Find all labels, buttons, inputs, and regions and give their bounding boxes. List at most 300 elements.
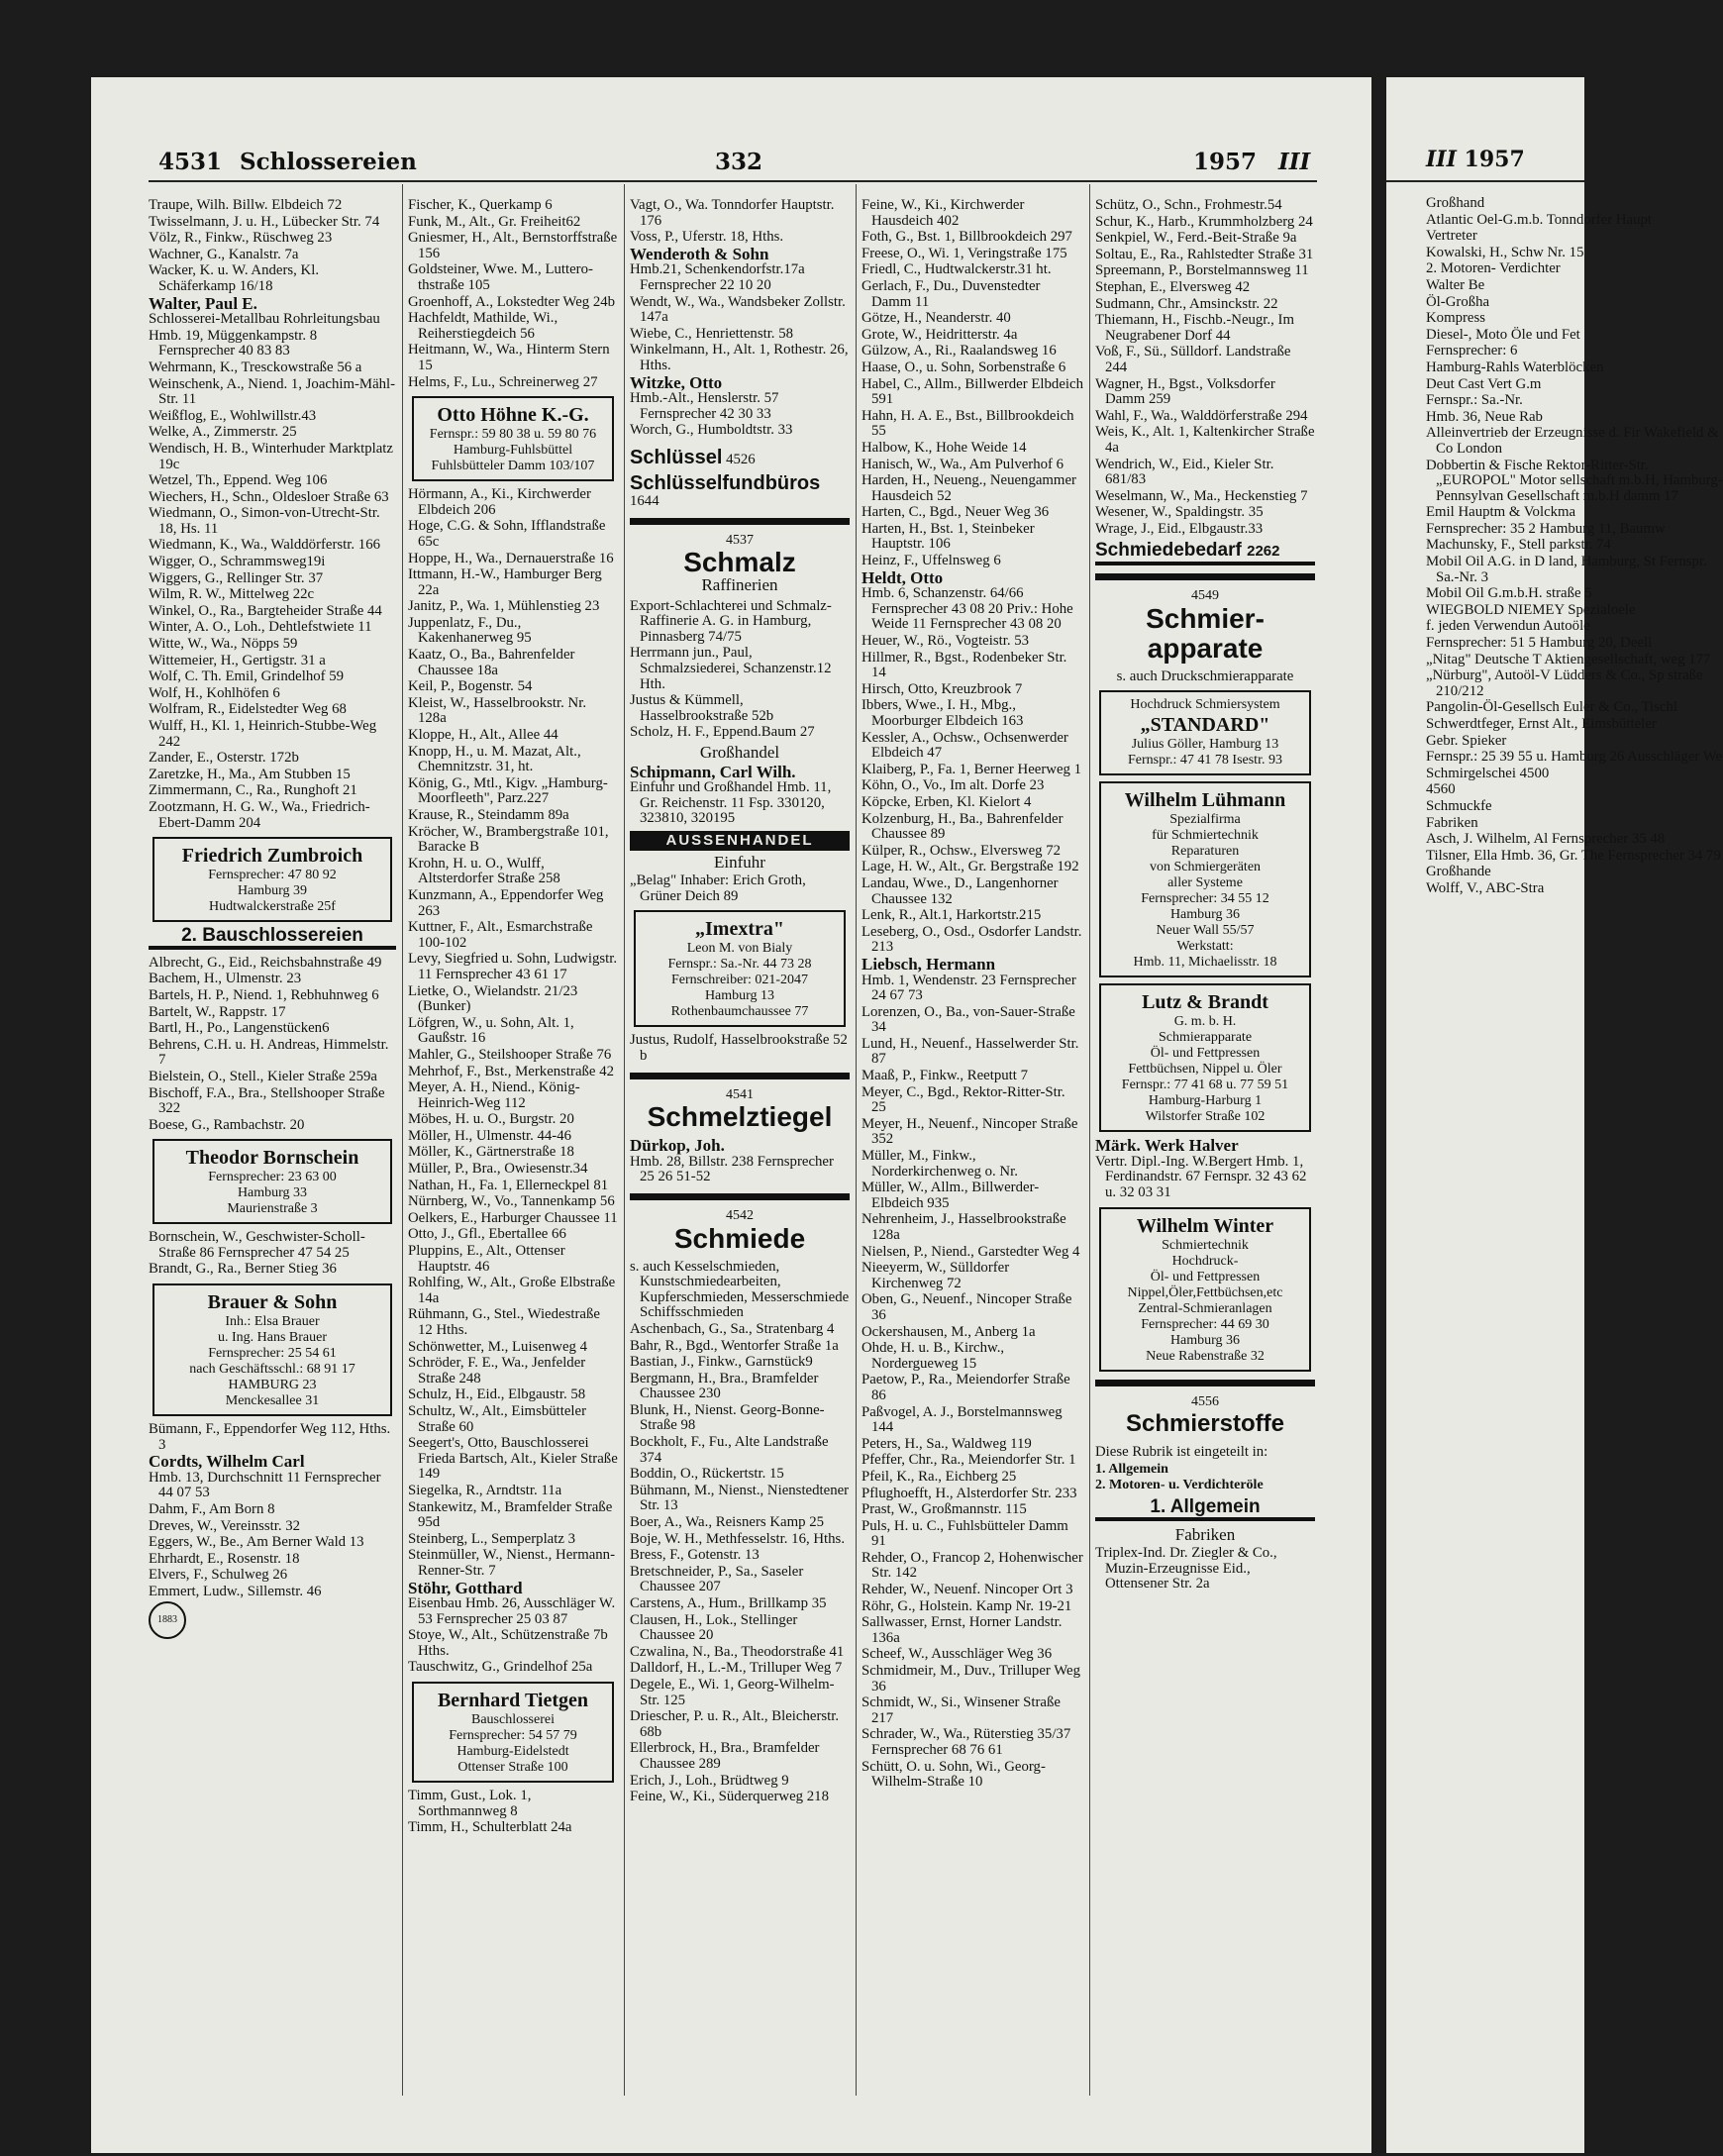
category-number: 4541 <box>726 1086 754 1102</box>
listing-entry: Sudmann, Chr., Amsinckstr. 22 <box>1095 295 1278 312</box>
listing-entry: Paetow, P., Ra., Meiendorfer Straße 86 <box>862 1372 1070 1403</box>
listing-entry: Großhande <box>1426 864 1491 880</box>
listing-entry: Bornschein, W., Geschwister-Scholl-Straße 86 Fernsprecher 47 54 25 <box>149 1229 365 1261</box>
heading-bar <box>630 518 850 525</box>
listing-entry: Witte, W., Wa., Nöpps 59 <box>149 636 298 653</box>
listing-entry: Märk. Werk Halver <box>1095 1136 1239 1156</box>
listing-entry: 2. Motoren- Verdichter <box>1426 260 1561 277</box>
advert-line: Fernsprecher: 25 54 61 <box>208 1346 337 1362</box>
header-rule <box>149 180 1317 182</box>
category-title: Schmiede <box>673 1222 806 1254</box>
advert-box <box>634 910 846 1027</box>
advert-line: Hudtwalckerstraße 25f <box>209 899 336 915</box>
listing-entry: Hmb. 19, Müggenkampstr. 8 Fernsprecher 40 83 83 <box>149 327 318 359</box>
listing-entry: Liebsch, Hermann <box>862 954 996 974</box>
listing-entry: Schultz, W., Alt., Eimsbütteler Straße 60 <box>408 1402 587 1435</box>
listing-entry: Pfeffer, Chr., Ra., Meiendorfer Str. 1 <box>862 1452 1076 1469</box>
listing-entry: Wendt, W., Wa., Wandsbeker Zollstr. 147a <box>630 293 846 326</box>
listing-entry: Emil Hauptm & Volckma <box>1426 504 1576 521</box>
listing-entry: Blunk, H., Nienst. Georg-Bonne-Straße 98 <box>630 1401 825 1434</box>
listing-entry: Krause, R., Steindamm 89a <box>408 807 569 823</box>
listing-entry: Tilsner, Ella Hmb. 36, Gr. The Fernsprecher 34 79 <box>1426 847 1721 864</box>
listing-entry: Schwerdtfeger, Ernst Alt., Eimsbütteler <box>1426 716 1657 732</box>
listing-entry: Mahler, G., Steilshooper Straße 76 <box>408 1046 612 1063</box>
listing-entry: Lenk, R., Alt.1, Harkortstr.215 <box>862 907 1042 924</box>
listing-entry: Justus, Rudolf, Hasselbrookstraße 52 b <box>630 1032 848 1064</box>
advert-line: Hamburg 39 <box>237 883 308 899</box>
listing-entry: Fernspr.: Sa.-Nr. <box>1426 392 1523 409</box>
listing-entry: Schönwetter, M., Luisenweg 4 <box>408 1338 588 1355</box>
advert-name: Theodor Bornschein <box>185 1147 359 1170</box>
listing-entry: Janitz, P., Wa. 1, Mühlenstieg 23 <box>408 598 600 615</box>
listing-entry: Nathan, H., Fa. 1, Ellerneckpel 81 <box>408 1177 609 1193</box>
rubric-item: 1. Allgemein <box>1095 1461 1168 1477</box>
listing-entry: Meyer, C., Bgd., Rektor-Ritter-Str. 25 <box>862 1083 1065 1116</box>
listing-entry: Wiedmann, K., Wa., Walddörferstr. 166 <box>149 537 380 554</box>
listing-entry: Hmb. 36, Neue Rab <box>1426 408 1543 425</box>
listing-entry: Vagt, O., Wa. Tonndorfer Hauptstr. 176 <box>630 197 835 229</box>
listing-entry: Bergmann, H., Bra., Bramfelder Chaussee 230 <box>630 1370 819 1402</box>
listing-entry: Bischoff, F.A., Bra., Stellshooper Straße 322 <box>149 1084 385 1117</box>
listing-entry: Aschenbach, G., Sa., Stratenbarg 4 <box>630 1320 835 1337</box>
advert-box <box>1099 983 1311 1132</box>
listing-entry: Nehrenheim, J., Hasselbrookstraße 128a <box>862 1211 1066 1243</box>
listing-entry: Oelkers, E., Harburger Chaussee 11 <box>408 1209 618 1226</box>
advert-line: Hamburg 13 <box>704 988 775 1004</box>
listing-entry: Halbow, K., Hohe Weide 14 <box>862 439 1027 456</box>
listing-entry: Schrader, W., Wa., Rüterstieg 35/37 Fernsprecher 68 76 61 <box>862 1726 1071 1758</box>
listing-entry: Weis, K., Alt. 1, Kaltenkircher Straße 4a <box>1095 424 1315 456</box>
listing-entry: Zaretzke, H., Ma., Am Stubben 15 <box>149 766 351 782</box>
category-title: Schmiedebedarf <box>1095 540 1242 562</box>
listing-entry: Erich, J., Loh., Brüdtweg 9 <box>630 1772 789 1789</box>
listing-entry: Degele, E., Wi. 1, Georg-Wilhelm-Str. 125 <box>630 1676 835 1708</box>
advert-line: Fernspr.: Sa.-Nr. 44 73 28 <box>667 957 812 973</box>
advert-line: Menckesallee 31 <box>225 1393 320 1409</box>
year: 1957 <box>1193 149 1258 175</box>
advert-line: Fernsprecher: 44 69 30 <box>1141 1316 1269 1332</box>
listing-entry: Ehrhardt, E., Rosenstr. 18 <box>149 1550 300 1567</box>
advert-line: von Schmiergeräten <box>1149 860 1262 875</box>
listing-entry: Hmb.21, Schenkendorfstr.17a Fernsprecher 22 10 20 <box>630 261 805 293</box>
category-number: 1644 <box>630 492 659 509</box>
listing-entry: Wetzel, Th., Eppend. Weg 106 <box>149 472 328 489</box>
advert-line: Hamburg 36 <box>1169 907 1241 923</box>
right-year: 1957 <box>1464 147 1525 172</box>
advert-box <box>412 396 614 481</box>
listing-entry: Scheef, W., Ausschläger Weg 36 <box>862 1646 1053 1663</box>
listing-entry: Götze, H., Neanderstr. 40 <box>862 310 1011 327</box>
category-number: 4542 <box>726 1207 754 1223</box>
advert-line: Hochdruck Schmiersystem <box>1130 697 1280 713</box>
listing-entry: Winkel, O., Ra., Bargteheider Straße 44 <box>149 602 382 619</box>
advert-name: Bernhard Tietgen <box>437 1690 589 1712</box>
listing-entry: König, G., Mtl., Kigv. „Hamburg-Moorfleeth", Parz.227 <box>408 774 608 807</box>
listing-entry: Wrage, J., Eid., Elbgaustr.33 <box>1095 520 1264 537</box>
listing-entry: Stöhr, Gotthard <box>408 1578 523 1597</box>
advert-line: Fernspr.: 77 41 68 u. 77 59 51 <box>1121 1078 1289 1093</box>
listing-entry: Külper, R., Ochsw., Elversweg 72 <box>862 842 1062 859</box>
listing-entry: Lorenzen, O., Ba., von-Sauer-Straße 34 <box>862 1003 1075 1036</box>
listing-entry: Möller, K., Gärtnerstraße 18 <box>408 1144 574 1161</box>
listing-entry: Müller, M., Finkw., Norderkirchenweg o. Nr. <box>862 1148 1018 1180</box>
listing-entry: Driescher, P. u. R., Alt., Bleicherstr. 68b <box>630 1708 840 1740</box>
listing-entry: Hmb. 28, Billstr. 238 Fernsprecher 25 26 51-52 <box>630 1153 834 1185</box>
listing-entry: Bartl, H., Po., Langenstücken6 <box>149 1020 330 1037</box>
advert-line: nach Geschäftsschl.: 68 91 17 <box>189 1362 355 1378</box>
listing-entry: Otto, J., Gfl., Ebertallee 66 <box>408 1226 566 1243</box>
listing-entry: Hmb. 1, Wendenstr. 23 Fernsprecher 24 67 73 <box>862 972 1076 1004</box>
category-title: Schmierstoffe <box>1125 1410 1285 1438</box>
listing-entry: Schulz, H., Eid., Elbgaustr. 58 <box>408 1386 586 1403</box>
listing-entry: Alleinvertrieb der Erzeugnisse d. Fir Wakefield & Co London <box>1426 425 1719 457</box>
listing-entry: Wolf, H., Kohlhöfen 6 <box>149 684 280 701</box>
listing-entry: Ittmann, H.-W., Hamburger Berg 22a <box>408 566 602 598</box>
listing-entry: Hörmann, A., Ki., Kirchwerder Elbdeich 206 <box>408 486 591 518</box>
advert-line: Inh.: Elsa Brauer <box>225 1314 320 1330</box>
advert-name: Wilhelm Winter <box>1136 1214 1274 1237</box>
listing-entry: Wolfram, R., Eidelstedter Weg 68 <box>149 701 347 718</box>
listing-entry: Walter Be <box>1426 276 1485 293</box>
advert-box <box>1099 1207 1311 1372</box>
page-number: 332 <box>715 149 763 175</box>
listing-entry: Möbes, H. u. O., Burgstr. 20 <box>408 1111 574 1128</box>
heading-bar <box>630 1193 850 1200</box>
listing-entry: Eggers, W., Be., Am Berner Wald 13 <box>149 1534 364 1551</box>
listing-entry: Grote, W., Heidritterstr. 4a <box>862 326 1018 343</box>
advert-name: Otto Höhne K.-G. <box>437 404 589 427</box>
listing-entry: Boese, G., Rambachstr. 20 <box>149 1116 305 1133</box>
advert-line: Schmierapparate <box>1158 1030 1253 1046</box>
category-heading <box>1095 1394 1315 1440</box>
listing-entry: Export-Schlachterei und Schmalz-Raffinerie A. G. in Hamburg, Pinnasberg 74/75 <box>630 597 832 645</box>
listing-entry: Gebr. Spieker <box>1426 732 1507 749</box>
listing-entry: Heinz, F., Uffelnsweg 6 <box>862 553 1001 569</box>
listing-entry: Ohde, H. u. B., Kirchw., Nordergueweg 15 <box>862 1340 1005 1372</box>
listing-entry: Soltau, E., Ra., Rahlstedter Straße 31 <box>1095 246 1314 262</box>
listing-entry: Hmb.-Alt., Henslerstr. 57 Fernsprecher 42 30 33 <box>630 390 779 422</box>
listing-entry: Funk, M., Alt., Gr. Freiheit62 <box>408 213 581 230</box>
advert-line: Spezialfirma <box>1169 812 1241 828</box>
page-header <box>158 149 417 182</box>
listing-entry: Hirsch, Otto, Kreuzbrook 7 <box>862 680 1023 697</box>
listing-entry: Hachfeldt, Mathilde, Wi., Reiherstiegdeich 56 <box>408 310 558 342</box>
listing-entry: Zootzmann, H. G. W., Wa., Friedrich-Ebert-Damm 204 <box>149 798 370 831</box>
advert-box <box>152 1283 392 1416</box>
listing-entry: Ockershausen, M., Anberg 1a <box>862 1323 1036 1340</box>
listing-entry: Gülzow, A., Ri., Raalandsweg 16 <box>862 343 1057 359</box>
advert-name: „STANDARD" <box>1140 714 1270 737</box>
advert-line: Öl- und Fettpressen <box>1150 1046 1261 1062</box>
facing-page <box>1386 77 1723 2153</box>
see-also-note: s. auch Druckschmierapparate <box>1116 667 1294 684</box>
advert-line: Ottenser Straße 100 <box>457 1760 568 1776</box>
listing-entry: Fernsprecher: 51 5 Hamburg 20, Deell <box>1426 635 1653 652</box>
listing-entry: Wigger, O., Schrammsweg19i <box>149 554 326 570</box>
category-number: 4526 <box>726 451 756 467</box>
subsection-heading: 1. Allgemein <box>1095 1499 1315 1521</box>
advert-line: Rothenbaumchaussee 77 <box>670 1004 809 1020</box>
listing-entry: Tauschwitz, G., Grindelhof 25a <box>408 1659 593 1676</box>
listing-entry: Knopp, H., u. M. Mazat, Alt., Chemnitzstr. 31, ht. <box>408 743 581 775</box>
listing-entry: Steinberg, L., Semperplatz 3 <box>408 1530 576 1547</box>
listing-entry: Maaß, P., Finkw., Reetputt 7 <box>862 1068 1028 1084</box>
category-heading <box>1095 540 1315 565</box>
listing-entry: Winkelmann, H., Alt. 1, Rothestr. 26, Hths. <box>630 342 849 373</box>
listing-entry: Nieeyerm, W., Sülldorfer Kirchenweg 72 <box>862 1260 1010 1291</box>
listing-entry: Heuer, W., Rö., Vogteistr. 53 <box>862 633 1030 650</box>
listing-entry: Großhand <box>1426 195 1485 211</box>
advert-line: Wilstorfer Straße 102 <box>1145 1109 1266 1125</box>
listing-entry: Voss, P., Uferstr. 18, Hths. <box>630 229 784 246</box>
advert-line: Reparaturen <box>1170 844 1240 860</box>
listing-entry: Paßvogel, A. J., Borstelmannsweg 144 <box>862 1403 1063 1436</box>
listing-entry: Haase, O., u. Sohn, Sorbenstraße 6 <box>862 359 1066 375</box>
listing-entry: Heldt, Otto <box>862 567 944 587</box>
advert-name: Wilhelm Lühmann <box>1124 789 1286 812</box>
listing-entry: Wolf, C. Th. Emil, Grindelhof 59 <box>149 668 345 685</box>
listing-entry: Wendrich, W., Eid., Kieler Str. 681/83 <box>1095 456 1274 488</box>
listing-entry: Wendisch, H. B., Winterhuder Marktplatz 19c <box>149 440 393 472</box>
column-divider <box>402 184 403 2096</box>
advert-name: „Imextra" <box>695 918 784 941</box>
listing-entry: Wiedmann, O., Simon-von-Utrecht-Str. 18, Hs. 11 <box>149 505 380 537</box>
listing-entry: Fabriken <box>1426 814 1478 831</box>
listing-entry: Zimmermann, C., Ra., Runghoft 21 <box>149 782 357 799</box>
listing-entry: Wittemeier, H., Gertigstr. 31 a <box>149 652 326 668</box>
advert-line: Hmb. 11, Michaelisstr. 18 <box>1133 955 1277 971</box>
listing-entry: Schlosserei-Metallbau Rohrleitungsbau <box>149 311 380 328</box>
advert-line: Fernsprecher: 23 63 00 <box>208 1170 337 1185</box>
listing-entry: Diesel-, Moto Öle und Fet <box>1426 326 1580 343</box>
listing-entry: Wiebe, C., Henriettenstr. 58 <box>630 325 794 342</box>
section-number: 4531 <box>158 149 223 175</box>
listing-entry: Dreves, W., Vereinsstr. 32 <box>149 1517 301 1534</box>
cordts-logo <box>149 1601 396 1639</box>
listing-entry: Landau, Wwe., D., Langenhorner Chaussee 132 <box>862 874 1059 907</box>
category-number: 4556 <box>1191 1393 1219 1409</box>
listing-entry: Heitmann, W., Wa., Hinterm Stern 15 <box>408 342 610 373</box>
anniversary-seal: 1883 <box>149 1601 186 1639</box>
listing-entry: Ibbers, Wwe., I. H., Mbg., Moorburger Elbdeich 163 <box>862 697 1024 729</box>
advert-line: Fernsprecher: 34 55 12 <box>1141 891 1269 907</box>
listing-entry: WIEGBOLD NIEMEY Spezialoele <box>1426 601 1636 618</box>
listing-entry: Schmuckfe <box>1426 797 1492 814</box>
listing-entry: Hmb. 13, Durchschnitt 11 Fernsprecher 44 07 53 <box>149 1469 381 1501</box>
listing-entry: Juppenlatz, F., Du., Kakenhanerweg 95 <box>408 614 532 647</box>
listing-entry: Freese, O., Wi. 1, Veringstraße 175 <box>862 245 1067 261</box>
listing-entry: Dürkop, Joh. <box>630 1136 725 1156</box>
listing-entry: Carstens, A., Hum., Brillkamp 35 <box>630 1595 827 1611</box>
listing-entry: Traupe, Wilh. Billw. Elbdeich 72 <box>149 197 343 213</box>
listing-entry: 4560 <box>1426 781 1456 798</box>
listing-entry: Fernsprecher: 6 <box>1426 343 1518 359</box>
advert-line: Maurienstraße 3 <box>227 1201 318 1217</box>
listing-entry: Albrecht, G., Eid., Reichsbahnstraße 49 <box>149 954 382 971</box>
listing-entry: „Nürburg", Autoöl-V Lüdders & Co., Sp straße 210/212 <box>1426 667 1703 699</box>
listing-entry: Röhr, G., Holstein. Kamp Nr. 19-21 <box>862 1597 1072 1614</box>
listing-entry: Harden, H., Neueng., Neuengammer Hausdeich 52 <box>862 472 1076 504</box>
listing-entry: Rehder, O., Francop 2, Hohenwischer Str. 142 <box>862 1549 1083 1582</box>
listing-entry: Leseberg, O., Osd., Osdorfer Landstr. 213 <box>862 923 1082 956</box>
listing-entry: Asch, J. Wilhelm, Al Fernsprecher 35 48 <box>1426 831 1666 848</box>
listing-entry: Müller, W., Allm., Billwerder-Elbdeich 935 <box>862 1180 1040 1211</box>
category-title: Schmier-apparate <box>1146 602 1265 664</box>
category-heading <box>630 1087 850 1133</box>
advert-box <box>152 837 392 922</box>
advert-line: Hamburg 36 <box>1169 1332 1241 1348</box>
listing-entry: Oben, G., Neuenf., Nincoper Straße 36 <box>862 1291 1072 1323</box>
listing-entry: Schütt, O. u. Sohn, Wi., Georg-Wilhelm-Straße 10 <box>862 1758 1046 1791</box>
category-heading <box>630 1208 850 1254</box>
listing-entry: Bielstein, O., Stell., Kieler Straße 259a <box>149 1068 377 1084</box>
subheading: Fabriken <box>1174 1524 1236 1544</box>
page-year <box>1193 149 1310 182</box>
category-heading <box>630 443 850 510</box>
listing-entry: Fernsprecher: 35 2 Hamburg 11, Baumw <box>1426 520 1666 537</box>
advert-line: Hamburg-Fuhlsbüttel <box>453 443 573 459</box>
listing-entry: Bartelt, W., Rappstr. 17 <box>149 1003 286 1020</box>
advert-line: Julius Göller, Hamburg 13 <box>1131 737 1279 753</box>
listing-entry: Klaiberg, P., Fa. 1, Berner Heerweg 1 <box>862 761 1082 777</box>
listing-entry: Hamburg-Rahls Waterblöcken <box>1426 359 1604 375</box>
listing-entry: Elvers, F., Schulweg 26 <box>149 1567 288 1584</box>
advert-line: Fuhlsbütteler Damm 103/107 <box>431 459 595 474</box>
listing-entry: Möller, H., Ulmenstr. 44-46 <box>408 1127 572 1144</box>
category-title: Schlüsselfundbüros <box>630 471 821 494</box>
listing-entry: Foth, G., Bst. 1, Billbrookdeich 297 <box>862 229 1072 246</box>
right-page-rule <box>1386 180 1584 182</box>
listing-entry: Stoye, W., Alt., Schützenstraße 7b Hths. <box>408 1627 608 1659</box>
subheading: Einfuhr <box>714 852 765 872</box>
listing-entry: Nielsen, P., Niend., Garstedter Weg 4 <box>862 1243 1080 1260</box>
advert-line: für Schmiertechnik <box>1152 828 1259 844</box>
listing-entry: Boer, A., Wa., Reisners Kamp 25 <box>630 1514 825 1531</box>
column-6 <box>1426 196 1723 2098</box>
column-2 <box>408 198 618 2100</box>
listing-entry: Steinmüller, W., Nienst., Hermann-Renner-Str. 7 <box>408 1547 615 1579</box>
column-divider <box>856 184 857 2096</box>
listing-entry: Justus & Kümmell, Hasselbrookstraße 52b <box>630 692 774 724</box>
listing-entry: Kunzmann, A., Eppendorfer Weg 263 <box>408 886 604 919</box>
listing-entry: Fischer, K., Querkamp 6 <box>408 197 553 213</box>
listing-entry: Feine, W., Ki., Süderquerweg 218 <box>630 1789 829 1805</box>
advert-line: Neuer Wall 55/57 <box>1156 923 1255 939</box>
listing-entry: Kuttner, F., Alt., Esmarchstraße 100-102 <box>408 919 593 951</box>
listing-entry: Bastian, J., Finkw., Garnstück9 <box>630 1354 813 1371</box>
listing-entry: Ellerbrock, H., Bra., Bramfelder Chaussee 289 <box>630 1740 820 1772</box>
listing-entry: Bühmann, M., Nienst., Nienstedtener Str. 13 <box>630 1482 850 1514</box>
listing-entry: Rühmann, G., Stel., Wiedestraße 12 Hths. <box>408 1306 600 1338</box>
listing-entry: Kompress <box>1426 310 1486 327</box>
listing-entry: Kessler, A., Ochsw., Ochsenwerder Elbdeich 47 <box>862 729 1068 762</box>
listing-entry: Deut Cast Vert G.m <box>1426 375 1542 392</box>
listing-entry: Wehrmann, K., Tresckowstraße 56 a <box>149 359 362 375</box>
listing-entry: Pfeil, K., Ra., Eichberg 25 <box>862 1468 1017 1485</box>
listing-entry: Witzke, Otto <box>630 372 723 392</box>
listing-entry: Öl-Großha <box>1426 293 1490 310</box>
listing-entry: Kröcher, W., Brambergstraße 101, Baracke B <box>408 823 609 856</box>
listing-entry: Köpcke, Erben, Kl. Kielort 4 <box>862 793 1032 810</box>
listing-entry: Eisenbau Hmb. 26, Ausschläger W. 53 Fernsprecher 25 03 87 <box>408 1595 616 1627</box>
listing-entry: Puls, H. u. C., Fuhlsbütteler Damm 91 <box>862 1517 1068 1550</box>
listing-entry: Zander, E., Osterstr. 172b <box>149 750 299 767</box>
advert-box <box>152 1139 392 1224</box>
listing-entry: Lund, H., Neuenf., Hasselwerder Str. 87 <box>862 1035 1079 1068</box>
category-title: Schmalz <box>683 547 796 578</box>
listing-entry: Fernspr.: 25 39 55 u. Hamburg 26 Ausschläger We <box>1426 749 1723 766</box>
advert-line: Hamburg-Eidelstedt <box>456 1744 569 1760</box>
listing-entry: Bachem, H., Ulmenstr. 23 <box>149 971 302 987</box>
listing-entry: Stephan, E., Elversweg 42 <box>1095 278 1251 295</box>
section-title: Schlossereien <box>240 149 417 175</box>
listing-entry: Hoppe, H., Wa., Dernauerstraße 16 <box>408 550 614 566</box>
advert-line: Fernsprecher: 54 57 79 <box>449 1728 577 1744</box>
advert-name: Friedrich Zumbroich <box>181 845 363 868</box>
listing-entry: Kloppe, H., Alt., Allee 44 <box>408 727 558 744</box>
listing-entry: Timm, Gust., Lok. 1, Sorthmannweg 8 <box>408 1788 532 1819</box>
listing-entry: Einfuhr und Großhandel Hmb. 11, Gr. Reichenstr. 11 Fsp. 330120, 323810, 320195 <box>630 779 832 827</box>
advert-line: u. Ing. Hans Brauer <box>217 1330 328 1346</box>
listing-entry: Hoge, C.G. & Sohn, Ifflandstraße 65c <box>408 518 606 550</box>
advert-box <box>412 1682 614 1783</box>
listing-entry: Machunsky, F., Stell parkstr. 74 <box>1426 537 1611 554</box>
listing-entry: Boje, W. H., Methfesselstr. 16, Hths. <box>630 1530 846 1547</box>
listing-entry: Krohn, H. u. O., Wulff, Altsterdorfer Straße 258 <box>408 855 560 887</box>
listing-entry: Spreemann, P., Borstelmannsweg 11 <box>1095 262 1309 279</box>
listing-entry: Timm, H., Schulterblatt 24a <box>408 1819 572 1836</box>
advert-line: Öl- und Fettpressen <box>1150 1269 1261 1284</box>
category-title: Schmelztiegel <box>647 1101 833 1133</box>
advert-line: Fettbüchsen, Nippel u. Öler <box>1128 1062 1282 1078</box>
listing-entry: Lietke, O., Wielandstr. 21/23 (Bunker) <box>408 982 578 1015</box>
category-subtitle: Raffinerien <box>701 575 778 595</box>
listing-entry: Czwalina, N., Ba., Theodorstraße 41 <box>630 1643 845 1660</box>
listing-entry: Goldsteiner, Wwe. M., Lutterothstraße 105 <box>408 261 593 293</box>
heading-bar <box>630 1073 850 1079</box>
advert-line: HAMBURG 23 <box>228 1378 317 1393</box>
listing-entry: Gniesmer, H., Alt., Bernstorffstraße 156 <box>408 230 618 261</box>
listing-entry: Dalldorf, H., L.-M., Trilluper Weg 7 <box>630 1660 843 1677</box>
advert-name: Lutz & Brandt <box>1142 991 1268 1014</box>
category-number: 4549 <box>1191 588 1219 604</box>
listing-entry: Dobbertin & Fische Rektor-Ritter-Str. „EUROPOL" Motor sellschaft m.b.H, Hamburg-Pennsylvan Gesellschaft m.b.H damm 17 <box>1426 457 1723 504</box>
listing-entry: Wenderoth & Sohn <box>630 244 769 263</box>
listing-entry: Bress, F., Gotenstr. 13 <box>630 1547 760 1564</box>
listing-entry: Rohlfing, W., Alt., Große Elbstraße 14a <box>408 1275 616 1306</box>
aussenhandel-banner: AUSSENHANDEL <box>630 831 850 851</box>
category-number: 2262 <box>1247 543 1280 561</box>
column-5 <box>1095 198 1315 2100</box>
category-heading <box>630 533 850 593</box>
column-4 <box>862 198 1083 2100</box>
advert-line: Fernspr.: 59 80 38 u. 59 80 76 <box>429 427 597 443</box>
advert-line: G. m. b. H. <box>1173 1014 1237 1030</box>
listing-entry: Hahn, H. A. E., Bst., Billbrookdeich 55 <box>862 407 1074 440</box>
listing-entry: s. auch Kesselschmieden, Kunstschmiedearbeiten, Kupferschmieden, Messerschmiede Schiffsschmieden <box>630 1258 850 1321</box>
listing-entry: Vertr. Dipl.-Ing. W.Bergert Hmb. 1, Ferdinandstr. 67 Fernspr. 32 43 62 u. 32 03 31 <box>1095 1153 1307 1201</box>
listing-entry: Scholz, H. F., Eppend.Baum 27 <box>630 724 815 741</box>
category-title: Schlüssel <box>630 446 723 468</box>
listing-entry: Clausen, H., Lok., Stellinger Chaussee 20 <box>630 1611 798 1644</box>
listing-entry: Kolzenburg, H., Ba., Bahrenfelder Chaussee 89 <box>862 810 1064 843</box>
category-number: 4537 <box>726 532 754 548</box>
listing-entry: „Nitag" Deutsche T Aktiengesellschaft, weg 177 <box>1426 651 1711 667</box>
listing-entry: Senkpiel, W., Ferd.-Beit-Straße 9a <box>1095 230 1297 247</box>
advert-line: Werkstatt: <box>1176 939 1234 955</box>
listing-entry: Dahm, F., Am Born 8 <box>149 1501 275 1518</box>
listing-entry: Pflughoefft, H., Alsterdorfer Str. 233 <box>862 1485 1077 1501</box>
